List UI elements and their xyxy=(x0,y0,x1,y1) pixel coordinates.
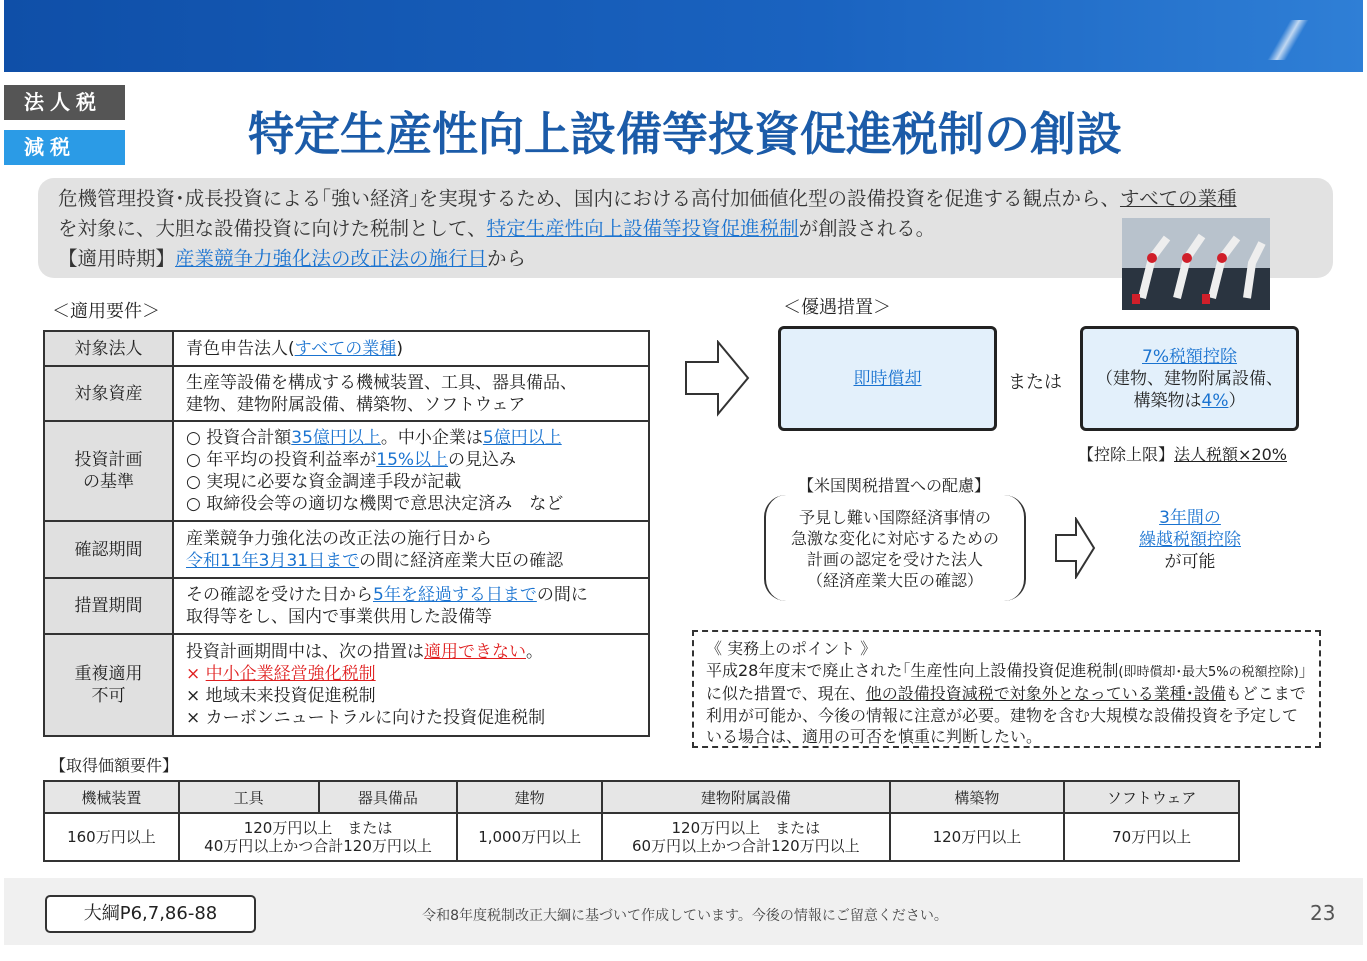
tax-credit-link[interactable]: 7%税額控除 xyxy=(1142,346,1237,367)
label-line: 不可 xyxy=(91,686,126,706)
box-text: 急激な変化に対応するための xyxy=(790,529,999,548)
or-label: または xyxy=(1008,372,1062,393)
cell-text: ○ 実現に必要な資金調達手段が記載 xyxy=(186,472,462,492)
footer-note: 令和8年度税制改正大綱に基づいて作成しています。今後の情報にご留意ください。 xyxy=(422,908,948,924)
requirements-heading: ＜適用要件＞ xyxy=(52,301,160,322)
page-number: 23 xyxy=(1310,901,1336,925)
sme-tax-link[interactable]: 中小企業経営強化税制 xyxy=(205,664,376,684)
cell-text: ○ 投資合計額 xyxy=(186,428,292,448)
header-banner xyxy=(4,0,1363,72)
column-header: 工具 xyxy=(179,781,319,813)
column-header: 構築物 xyxy=(890,781,1065,813)
label-line: の基準 xyxy=(83,472,134,492)
cell-text: 。 xyxy=(526,642,543,662)
table-cell: 120万円以上 xyxy=(890,813,1065,861)
column-header: 機械装置 xyxy=(44,781,179,813)
table-row xyxy=(44,366,649,421)
point-heading: 《 実務上のポイント 》 xyxy=(706,639,877,658)
column-header: 器具備品 xyxy=(319,781,458,813)
cell-line: 120万円以上 または xyxy=(243,819,393,837)
immediate-depreciation-box xyxy=(778,326,997,431)
cross-mark: × xyxy=(186,664,206,684)
cell-text: の間に経済産業大臣の確認 xyxy=(359,550,564,571)
column-header: 建物 xyxy=(457,781,602,813)
tax-type-tag: 減税 xyxy=(4,130,125,165)
table-header-row xyxy=(44,781,1239,813)
building-rate-link[interactable]: 4% xyxy=(1201,390,1229,411)
intro-text: を対象に、大胆な設備投資に向けた税制として、 xyxy=(58,217,487,240)
box-text: ） xyxy=(1228,390,1246,411)
table-cell xyxy=(602,813,889,861)
cell-line: 60万円以上かつ合計120万円以上 xyxy=(631,837,860,855)
deadline-link[interactable]: 令和11年3月31日まで xyxy=(186,550,360,571)
box-text: が可能 xyxy=(1164,552,1216,572)
tax-system-link[interactable]: 特定生産性向上設備等投資促進税制 xyxy=(486,217,799,240)
price-heading: 【取得価額要件】 xyxy=(50,756,179,775)
cap-label: 【控除上限】 xyxy=(1078,445,1175,464)
label-line: 重複適用 xyxy=(74,664,143,684)
tax-credit-box xyxy=(1080,326,1299,431)
table-row xyxy=(44,634,649,736)
cell-text: ○ 年平均の投資利益率が xyxy=(186,450,377,470)
credit-cap xyxy=(1078,442,1287,465)
carryforward-text xyxy=(1110,507,1270,573)
us-tariff-heading: 【米国関税措置への配慮】 xyxy=(797,476,990,495)
intro-text: 危機管理投資･成長投資による｢強い経済｣を実現するため、国内における高付加価値化型の設備投資を促進する観点から、 xyxy=(58,187,1120,210)
sme-amount-link[interactable]: 5億円以上 xyxy=(482,428,562,448)
cell-text: 取得等をし、国内で事業供用した設備等 xyxy=(186,607,492,627)
column-header: 建物附属設備 xyxy=(602,781,889,813)
cell-text: その確認を受けた日から xyxy=(186,585,373,605)
cell-text: ) xyxy=(396,338,403,359)
cell-line: 40万円以上かつ合計120万円以上 xyxy=(204,837,432,855)
cell-text: 。中小企業は xyxy=(380,428,483,448)
intro-text: から xyxy=(487,247,527,270)
table-row xyxy=(44,813,1239,861)
all-industries-link[interactable]: すべての業種 xyxy=(294,338,397,359)
box-text: 構築物は xyxy=(1133,390,1202,411)
table-cell: 1,000万円以上 xyxy=(457,813,602,861)
cap-value: 法人税額×20% xyxy=(1174,445,1287,464)
label-line: 投資計画 xyxy=(74,450,143,470)
benefits-heading: ＜優遇措置＞ xyxy=(783,297,891,318)
cell-text: 投資計画期間中は、次の措置は xyxy=(186,642,424,662)
row-label: 措置期間 xyxy=(44,578,173,634)
box-text: （経済産業大臣の確認） xyxy=(806,571,983,590)
carryforward-link[interactable]: 繰越税額控除 xyxy=(1139,530,1241,550)
table-cell: 160万円以上 xyxy=(44,813,179,861)
row-label xyxy=(44,421,173,521)
point-emphasis: 他の設備投資減税で対象外となっている業種･設備 xyxy=(865,684,1226,703)
row-label: 対象資産 xyxy=(44,366,173,421)
box-text: （建物、建物附属設備、 xyxy=(1096,368,1283,389)
page-title: 特定生産性向上設備等投資促進税制の創設 xyxy=(248,107,1122,161)
box-text: 計画の認定を受けた法人 xyxy=(806,550,983,569)
intro-emphasis: すべての業種 xyxy=(1119,187,1237,210)
cell-text: 青色申告法人( xyxy=(186,338,295,359)
box-text: 予見し難い国際経済事情の xyxy=(798,508,991,527)
table-row xyxy=(44,421,649,521)
practical-point-box xyxy=(692,630,1321,748)
right-arrow-icon xyxy=(684,340,752,418)
immediate-depreciation-link[interactable]: 即時償却 xyxy=(853,368,922,389)
carryforward-link[interactable]: 3年間の xyxy=(1159,508,1221,528)
cell-text: × カーボンニュートラルに向けた投資促進税制 xyxy=(186,708,546,728)
reference-badge: 大綱P6,7,86-88 xyxy=(45,895,256,933)
table-cell xyxy=(179,813,458,861)
row-label: 対象法人 xyxy=(44,331,173,366)
table-row xyxy=(44,578,649,634)
tax-category-tag: 法人税 xyxy=(4,85,125,120)
period-link[interactable]: 5年を経過する日まで xyxy=(373,585,537,605)
period-label: 【適用時期】 xyxy=(58,247,176,270)
roi-link[interactable]: 15%以上 xyxy=(376,450,449,470)
intro-text: が創設される。 xyxy=(798,217,936,240)
table-cell: 70万円以上 xyxy=(1064,813,1239,861)
right-arrow-icon xyxy=(1054,517,1096,579)
table-row xyxy=(44,521,649,578)
us-tariff-box xyxy=(764,495,1026,601)
point-text: ｣に似た措置で、現在、 xyxy=(706,660,1307,703)
point-text: (即時償却･最大5%の税額控除) xyxy=(1118,664,1299,680)
price-table xyxy=(43,780,1240,862)
cell-line: 120万円以上 または xyxy=(671,819,821,837)
effective-date-link[interactable]: 産業競争力強化法の改正法の施行日 xyxy=(175,247,488,270)
amount-link[interactable]: 35億円以上 xyxy=(291,428,381,448)
cell-text: 建物、建物附属設備、構築物、ソフトウェア xyxy=(186,394,526,415)
cell-text: × 地域未来投資促進税制 xyxy=(186,686,376,706)
cell-text: 生産等設備を構成する機械装置、工具、器具備品、 xyxy=(186,372,577,393)
not-applicable-text: 適用できない xyxy=(424,642,526,662)
banner-decoration xyxy=(1253,20,1323,60)
table-row xyxy=(44,331,649,366)
row-label: 確認期間 xyxy=(44,521,173,578)
cell-text: ○ 取締役会等の適切な機関で意思決定済み など xyxy=(186,494,564,514)
point-text: 平成28年度末で廃止された｢生産性向上設備投資促進税制 xyxy=(706,660,1119,680)
column-header: ソフトウェア xyxy=(1064,781,1239,813)
cell-text: の見込み xyxy=(448,450,517,470)
row-label xyxy=(44,634,173,736)
robot-arms-image xyxy=(1122,218,1270,310)
cell-text: 産業競争力強化法の改正法の施行日から xyxy=(186,528,492,549)
requirements-table xyxy=(43,330,650,737)
point-text: もどこまで利用が可能か、今後の情報に注意が必要。建物を含む大規模な設備投資を予定している場合は、適用の可否を慎重に判断したい。 xyxy=(706,684,1306,746)
cell-text: の間に xyxy=(536,585,588,605)
